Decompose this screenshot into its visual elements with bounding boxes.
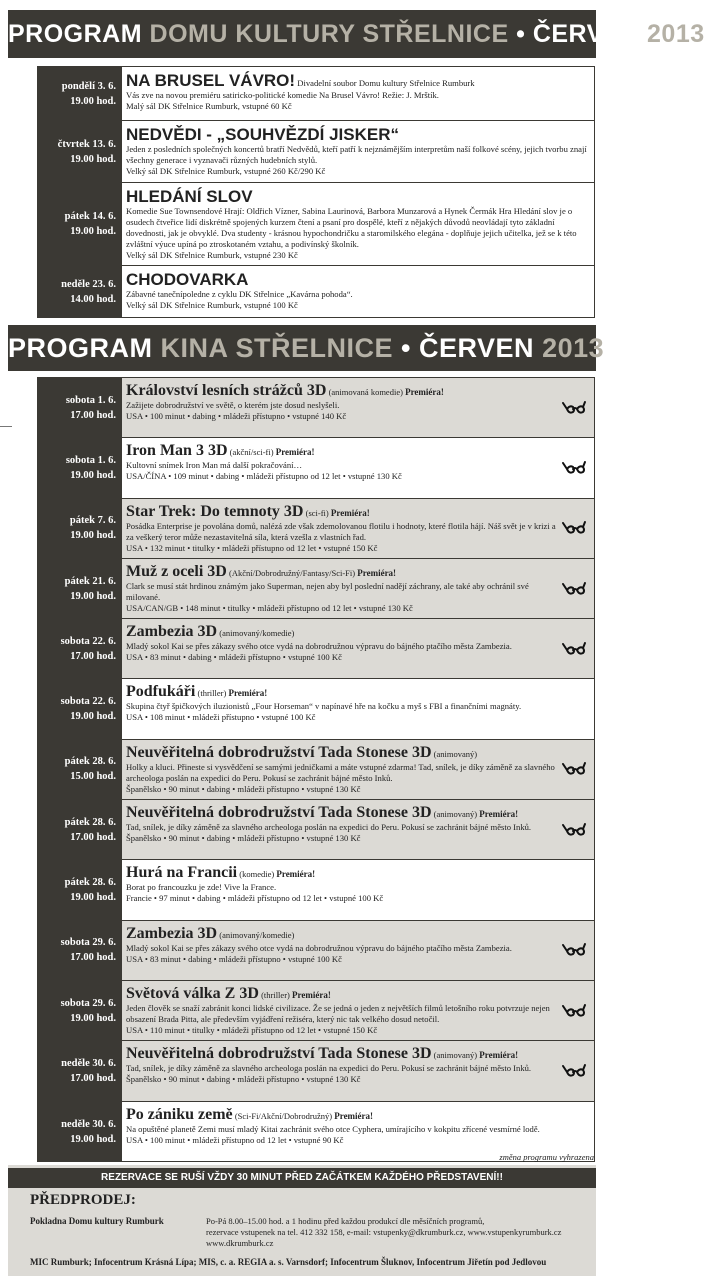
movie-description: Clark se musí stát hrdinou známým jako Superman, nejen aby byl poslední nadějí záchrany, ale také aby ochránil své milované. xyxy=(126,580,529,602)
movie-row xyxy=(38,559,594,619)
movie-description: Tad, snílek, je díky záměně za slavného archeologa poslán na expedici do Peru. Pokusí se zachránit bájné město Inků. xyxy=(126,822,532,833)
movie-time: 17.00 hod. xyxy=(70,831,116,843)
movie-day: sobota 22. 6. xyxy=(60,696,116,708)
movie-row xyxy=(38,378,594,438)
3d-glasses-icon xyxy=(562,581,586,597)
movie-genre: (thriller) xyxy=(261,989,290,1000)
movie-description: Kultovní snímek Iron Man má další pokračování… xyxy=(126,460,303,471)
cinema-program-banner: PROGRAM KINA STŘELNICE • ČERVEN 2013 xyxy=(8,325,596,371)
movie-genre: (animovaný) xyxy=(433,1050,478,1061)
movie-time: 17.00 hod. xyxy=(70,650,116,662)
movie-description: Posádka Enterprise je povolána domů, nalézá zde však zdemolovanou flotilu i hodnoty, které flotila hájí. Náš svět je v krizi a za veškerý teror může nezastavitelná síla, která vzešla z vlastních řad. xyxy=(126,520,556,542)
list-item xyxy=(38,183,594,266)
premiere-label: Premiéra! xyxy=(479,1050,519,1061)
movie-day: pátek 28. 6. xyxy=(64,756,116,768)
movie-info: USA • 110 minut • titulky • mládeži přístupno od 12 let • vstupné 150 Kč xyxy=(126,1024,378,1035)
movie-title: Neuvěřitelná dobrodružství Tada Stonese 3D xyxy=(126,804,432,822)
premiere-label: Premiéra! xyxy=(334,1110,374,1121)
movie-genre: (komedie) xyxy=(239,869,275,880)
movie-title: Po zániku země xyxy=(126,1105,233,1123)
movie-row xyxy=(38,438,594,498)
movie-genre: (Sci-Fi/Akční/Dobrodružný) xyxy=(234,1110,333,1121)
movie-title: Neuvěřitelná dobrodružství Tada Stonese 3D xyxy=(126,743,432,761)
movie-time: 17.00 hod. xyxy=(70,1072,116,1084)
movie-description: Holky a kluci. Přineste si vysvědčení se samými jedničkami a máte vstupné zdarma! Tad, snílek, je díky záměně za slavného archeologa poslán na expedici do Peru. Pokusí se zachránit bájné město Inků. xyxy=(126,761,555,783)
movie-description: Jeden člověk se snaží zabránit konci lidské civilizace. Že se jedná o jeden z největších filmů letošního roku potvrzuje nejen obsazení Brada Pitta, ale především vyjádření režiséra, který nic tak velkého dosud netočil. xyxy=(126,1002,550,1024)
movie-genre: (animovaný) xyxy=(433,809,478,820)
culture-program-banner: PROGRAM DOMU KULTURY STŘELNICE • ČERVEN 2013 xyxy=(8,10,596,58)
event-description: Zábavné tanečnípoledne z cyklu DK Střelnice „Kavárna pohoda“. xyxy=(126,289,353,299)
movie-day: neděle 30. 6. xyxy=(61,1118,116,1130)
movie-title: Neuvěřitelná dobrodružství Tada Stonese 3D xyxy=(126,1045,432,1063)
event-info: Velký sál DK Střelnice Rumburk, vstupné 260 Kč/290 Kč xyxy=(126,166,326,176)
presale-info xyxy=(206,1216,561,1249)
movie-title: Zambezia 3D xyxy=(126,623,218,641)
premiere-label: Premiéra! xyxy=(228,688,268,699)
movie-genre: (animovaný) xyxy=(433,748,478,759)
3d-glasses-icon xyxy=(562,460,586,476)
movie-row xyxy=(38,981,594,1041)
premiere-label: Premiéra! xyxy=(330,507,370,518)
event-info: Velký sál DK Střelnice Rumburk, vstupné 230 Kč xyxy=(126,250,298,260)
program-change-note: změna programu vyhrazena xyxy=(499,1152,594,1162)
movie-time: 15.00 hod. xyxy=(70,771,116,783)
presale-outlets: MIC Rumburk; Infocentrum Krásná Lípa; MIS, c. a. REGIA a. s. Varnsdorf; Infocentrum Šluknov, Infocentrum Jiřetín pod Jedlovou xyxy=(30,1257,547,1267)
movie-description: Zažijete dobrodružství ve světě, o kterém jste dosud neslyšeli. xyxy=(126,400,340,410)
movie-description: Tad, snílek, je díky záměně za slavného archeologa poslán na expedici do Peru. Pokusí se zachránit bájné město Inků. xyxy=(126,1063,532,1074)
movie-genre: (sci-fi) xyxy=(305,507,329,518)
movie-day: sobota 22. 6. xyxy=(60,635,116,647)
movie-genre: (animovaná komedie) xyxy=(328,387,403,397)
divider xyxy=(0,426,12,427)
3d-glasses-icon xyxy=(562,641,586,657)
movie-title: Světová válka Z 3D xyxy=(126,984,259,1002)
event-day: pondělí 3. 6. xyxy=(61,80,116,92)
movie-time: 17.00 hod. xyxy=(70,409,116,421)
event-description: Komedie Sue Townsendové Hrají: Oldřich Vízner, Sabina Laurinová, Barbora Munzarová a Hynek Čermák Hra Hledání slov je o osudech čtveřice lidí diskrétně spojených kurzem čtení a psaní pro dospělé, kteří z nějakých důvodů neovládají tyto základní dovednosti, jak je obvyklé. Dva studenty - krásnou hypochondričku a staromilského elegána - doplňuje jejich učitelka, jež se k této zvláštní výuce upíná po ztroskotaném vztahu, a podivínský školník. xyxy=(126,206,577,249)
3d-glasses-icon xyxy=(562,942,586,958)
movie-genre: (akční/sci-fi) xyxy=(229,447,274,458)
movie-day: pátek 7. 6. xyxy=(69,515,116,527)
event-time: 14.00 hod. xyxy=(70,293,116,305)
3d-glasses-icon xyxy=(562,400,586,416)
premiere-label: Premiéra! xyxy=(405,387,444,397)
movie-info: Španělsko • 90 minut • dabing • mládeži přístupno • vstupné 130 Kč xyxy=(126,833,361,844)
premiere-label: Premiéra! xyxy=(357,567,397,578)
movie-info: USA • 83 minut • dabing • mládeži přístupno • vstupné 100 Kč xyxy=(126,652,342,663)
movie-day: sobota 1. 6. xyxy=(65,394,116,406)
premiere-label: Premiéra! xyxy=(276,869,316,880)
presale-heading: PŘEDPRODEJ: xyxy=(30,1192,136,1208)
reservation-contacts: rezervace vstupenek na tel. 412 332 158, e-mail: vstupenky@dkrumburk.cz, www.vstupenkyrumburk.cz xyxy=(206,1227,562,1237)
movie-row xyxy=(38,800,594,860)
movie-title: Star Trek: Do temnoty 3D xyxy=(126,502,304,520)
premiere-label: Premiéra! xyxy=(292,989,331,1000)
event-title: CHODOVARKA xyxy=(126,270,249,289)
movie-row xyxy=(38,740,594,800)
movie-genre: (thriller) xyxy=(197,688,227,699)
movie-row xyxy=(38,1041,594,1101)
website-link[interactable]: www.dkrumburk.cz xyxy=(206,1238,274,1248)
movie-info: USA/CAN/GB • 148 minut • titulky • mládeži přístupno od 12 let • vstupné 130 Kč xyxy=(126,602,413,613)
movie-title: Hurá na Francii xyxy=(126,864,238,882)
movie-genre: (animovaný/komedie) xyxy=(219,628,295,639)
movie-info: USA • 132 minut • titulky • mládeži přístupno od 12 let • vstupné 150 Kč xyxy=(126,542,378,553)
movie-time: 19.00 hod. xyxy=(70,590,116,602)
culture-events-list xyxy=(37,66,595,318)
movie-row xyxy=(38,499,594,559)
movie-info: Francie • 97 minut • dabing • mládeži přístupno od 12 let • vstupné 100 Kč xyxy=(126,893,384,904)
list-item xyxy=(38,266,594,317)
movie-info: USA/ČÍNA • 109 minut • dabing • mládeži přístupno od 12 let • vstupné 130 Kč xyxy=(126,471,402,482)
event-description: Jeden z posledních společných koncertů bratří Nedvědů, kteří patří k nejznámějším interpretům naší folkové scény, jejich tvorbu znají všechny generace i vyznavači různých hudebních stylů. xyxy=(126,144,587,165)
movie-day: pátek 28. 6. xyxy=(64,877,116,889)
reservation-notice: REZERVACE SE RUŠÍ VŽDY 30 MINUT PŘED ZAČÁTKEM KAŽDÉHO PŘEDSTAVENÍ!! xyxy=(8,1168,596,1188)
event-day: čtvrtek 13. 6. xyxy=(57,138,116,150)
movie-day: sobota 29. 6. xyxy=(60,937,116,949)
event-day: pátek 14. 6. xyxy=(64,211,116,222)
movie-time: 19.00 hod. xyxy=(70,711,116,723)
movie-info: USA • 108 minut • mládeži přístupno • vstupné 100 Kč xyxy=(126,712,316,723)
movie-day: pátek 28. 6. xyxy=(64,816,116,828)
movie-time: 19.00 hod. xyxy=(70,892,116,904)
event-title: NEDVĚDI - „SOUHVĚZDÍ JISKER“ xyxy=(126,125,399,144)
cinema-events-list xyxy=(37,377,595,1162)
movie-description: Mladý sokol Kai se přes zákazy svého otce vydá na dobrodružnou výpravu do bájného ptačího města Zambezia. xyxy=(126,641,512,652)
event-info: Malý sál DK Střelnice Rumburk, vstupné 60 Kč xyxy=(126,101,292,111)
event-description: Vás zve na novou premiéru satiricko-politické komedie Na Brusel Vávro! Režie: J. Mrštík. xyxy=(126,90,439,100)
movie-info: Španělsko • 90 minut • dabing • mládeži přístupno • vstupné 130 Kč xyxy=(126,783,361,794)
list-item xyxy=(38,67,594,121)
movie-row xyxy=(38,921,594,981)
movie-info: USA • 100 minut • mládeži přístupno od 12 let • vstupné 90 Kč xyxy=(126,1134,344,1145)
3d-glasses-icon xyxy=(562,761,586,777)
event-time: 19.00 hod. xyxy=(70,153,116,165)
event-title: NA BRUSEL VÁVRO! xyxy=(126,71,296,90)
premiere-label: Premiéra! xyxy=(275,447,315,458)
movie-day: sobota 29. 6. xyxy=(60,997,116,1009)
3d-glasses-icon xyxy=(562,822,586,838)
movie-time: 19.00 hod. xyxy=(70,1133,116,1145)
movie-time: 17.00 hod. xyxy=(70,952,116,964)
3d-glasses-icon xyxy=(562,1003,586,1019)
movie-description: Borat po francouzku je zde! Vive la France. xyxy=(126,882,277,893)
event-day: neděle 23. 6. xyxy=(61,278,116,290)
movie-description: Skupina čtyř špičkových iluzionistů „Four Horseman“ v napínavé hře na kočku a myš s FBI a finančními magnáty. xyxy=(126,701,522,712)
3d-glasses-icon xyxy=(562,1063,586,1079)
movie-description: Mladý sokol Kai se přes zákazy svého otce vydá na dobrodružnou výpravu do bájného ptačího města Zambezia. xyxy=(126,942,512,953)
movie-day: sobota 1. 6. xyxy=(65,454,116,466)
movie-row xyxy=(38,860,594,920)
movie-title: Podfukáři xyxy=(126,683,196,701)
movie-title: Zambezia 3D xyxy=(126,924,218,942)
movie-genre: (Akční/Dobrodružný/Fantasy/Sci-Fi) xyxy=(229,567,356,578)
movie-time: 19.00 hod. xyxy=(70,469,116,481)
movie-time: 19.00 hod. xyxy=(70,530,116,542)
movie-day: pátek 21. 6. xyxy=(64,575,116,587)
box-office-name: Pokladna Domu kultury Rumburk xyxy=(30,1216,164,1226)
movie-row xyxy=(38,679,594,739)
list-item xyxy=(38,121,594,183)
movie-info: USA • 100 minut • dabing • mládeži přístupno • vstupné 140 Kč xyxy=(126,411,347,421)
movie-title: Království lesních strážců 3D xyxy=(126,382,327,399)
box-office-hours: Po-Pá 8.00–15.00 hod. a 1 hodinu před každou produkcí dle měsíčních programů, xyxy=(206,1216,485,1226)
movie-time: 19.00 hod. xyxy=(70,1012,116,1024)
movie-row xyxy=(38,619,594,679)
event-intro: Divadelní soubor Domu kultury Střelnice Rumburk xyxy=(297,78,475,88)
event-info: Velký sál DK Střelnice Rumburk, vstupné 100 Kč xyxy=(126,300,298,310)
movie-title: Muž z oceli 3D xyxy=(126,562,227,580)
3d-glasses-icon xyxy=(562,520,586,536)
event-time: 19.00 hod. xyxy=(70,226,116,237)
movie-day: neděle 30. 6. xyxy=(61,1057,116,1069)
movie-title: Iron Man 3 3D xyxy=(126,442,228,460)
event-time: 19.00 hod. xyxy=(70,95,116,107)
premiere-label: Premiéra! xyxy=(479,809,519,820)
movie-info: USA • 83 minut • dabing • mládeži přístupno • vstupné 100 Kč xyxy=(126,953,342,964)
movie-info: Španělsko • 90 minut • dabing • mládeži přístupno • vstupné 130 Kč xyxy=(126,1074,361,1085)
event-title: HLEDÁNÍ SLOV xyxy=(126,187,253,206)
movie-genre: (animovaný/komedie) xyxy=(219,929,295,940)
movie-description: Na opuštěné planetě Zemi musí mladý Kitai zachránit svého otce Cyphera, umírajícího v kokpitu zřícené vesmírné lodě. xyxy=(126,1123,540,1134)
